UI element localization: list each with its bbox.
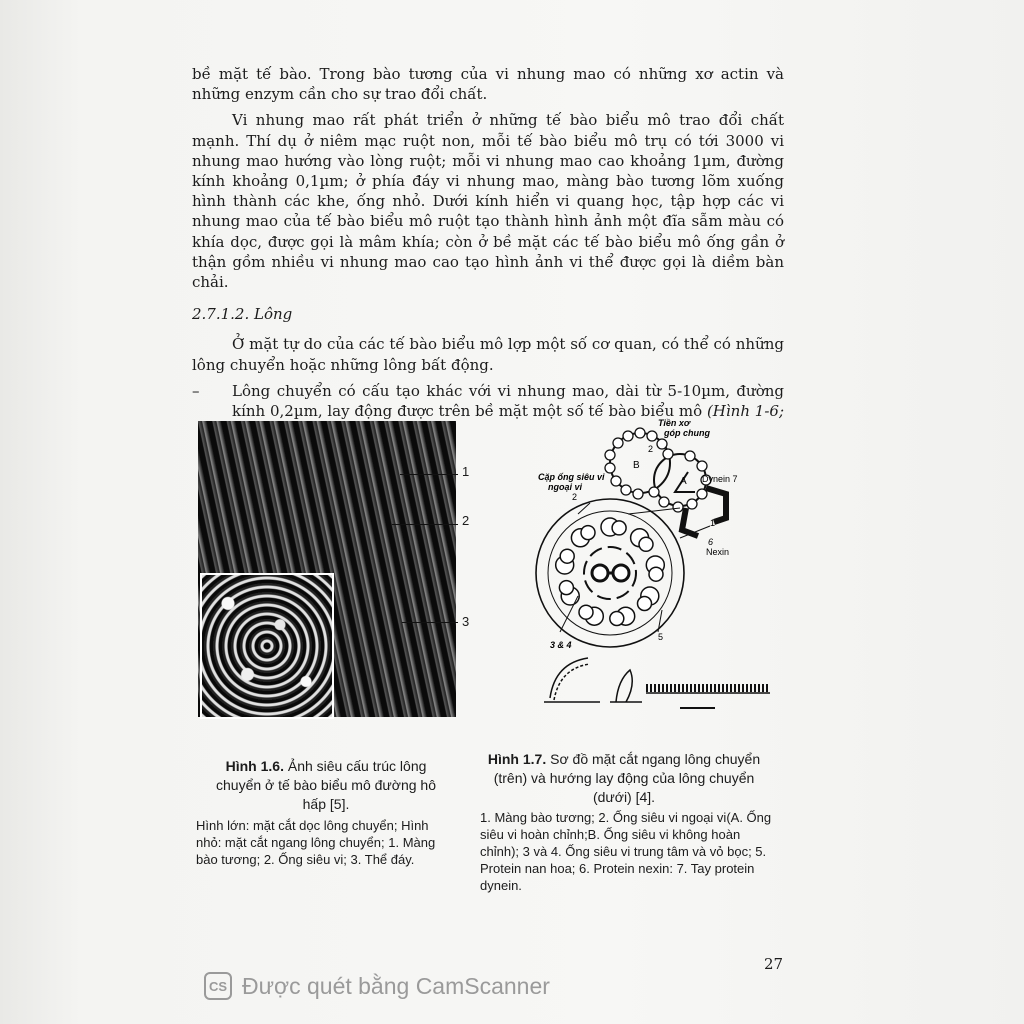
label-tien-xo: Tiền xơ (658, 418, 690, 428)
leader-line-2 (392, 524, 458, 525)
peripheral-doublet-tubule (579, 605, 593, 619)
label-cap-ong: Cặp ống siêu vi (538, 472, 605, 482)
figure16-caption-text: Ảnh siêu cấu trúc lông chuyển ở tế bào biểu mô đường hô hấp [5]. (216, 758, 436, 812)
label-3-and-4: 3 & 4 (550, 640, 572, 650)
figure16-caption-body: Hình lớn: mặt cắt dọc lông chuyển; Hình nhỏ: mặt cắt ngang lông chuyển; 1. Màng bào tương; 2. Ống siêu vi; 3. Thể đáy. (196, 818, 436, 867)
peripheral-doublet-tubule (560, 549, 574, 563)
figure-reference: (Hình 1-6; (706, 402, 785, 421)
label-nexin: Nexin (706, 547, 730, 557)
figure17-caption-title (476, 750, 772, 807)
label-5: 5 (658, 632, 664, 642)
peripheral-doublet-tubule (649, 567, 663, 581)
label-b: B (633, 460, 640, 471)
paragraph-1: bề mặt tế bào. Trong bào tương của vi nhung mao có những xơ actin và những enzym cần cho sự trao đổi chất. (192, 65, 784, 104)
figure16-label-2: 2 (462, 513, 470, 528)
figure16-caption-number: Hình 1.6. (225, 758, 284, 774)
section-heading: 2.7.1.2. Lông (192, 305, 293, 324)
label-dynein: Dynein 7 (702, 474, 738, 484)
micrograph-longitudinal (198, 421, 456, 717)
label-6: 6 (708, 537, 714, 547)
paragraph-2: Vi nhung mao rất phát triển ở những tế bào biểu mô trao đổi chất mạnh. Thí dụ ở niêm mạc ruột non, mỗi tế bào biểu mô trụ có tới 3000 vi nhung mao hướng vào lòng ruột; mỗi vi nhung mao cao khoảng 1µm, đường kính khoảng 0,1µm; ở phía đáy vi nhung mao, màng bào tương lõm xuống hình thành các khe, ống nhỏ. Dưới kính hiển vi quang học, tập hợp các vi nhung mao của tế bào biểu mô ruột tạo thành hình ảnh một đĩa sẫm màu có khía dọc, được gọi là mâm khía; còn ở bề mặt các tế bào biểu mô ống gần ở thận gồm nhiều vi nhung mao cao tạo hình ảnh vi thể được gọi là diềm bàn chải. (192, 111, 784, 292)
figure17-caption-body: 1. Màng bào tương; 2. Ống siêu vi ngoại vi(A. Ống siêu vi hoàn chỉnh;B. Ống siêu vi không hoàn chỉnh); 3 và 4. Ống siêu vi trung tâm và vỏ bọc; 5. Protein nan hoa; 6. Protein nexin: 7. Tay protein dynein. (480, 810, 772, 893)
leader-line-3 (402, 622, 458, 623)
figure17-caption-number: Hình 1.7. (487, 751, 547, 767)
camscanner-logo-icon: CS (204, 972, 232, 1000)
watermark-text: Được quét bằng CamScanner (242, 972, 550, 999)
label-a: A (680, 476, 687, 487)
peripheral-doublet-tubule (638, 597, 652, 611)
page-number: 27 (764, 955, 784, 973)
label-ngoai-vi: ngoại vi (548, 482, 583, 492)
figure16-label-3: 3 (462, 614, 470, 629)
dash-marker: – (192, 381, 200, 400)
label-2-top: 2 (648, 444, 654, 454)
figure-1-6-micrograph (198, 421, 456, 717)
axoneme-cross-section (536, 499, 684, 647)
figure-1-7-diagram (530, 418, 780, 718)
figure16-label-1: 1 (462, 464, 470, 479)
figure16-caption-title (204, 757, 448, 814)
body-text (192, 64, 784, 441)
camscanner-watermark (204, 970, 550, 1002)
label-2-mid: 2 (572, 492, 578, 502)
peripheral-doublet-tubule (559, 581, 573, 595)
label-gop-chung: góp chung (664, 428, 710, 438)
leader-line-1 (400, 474, 458, 475)
beating-direction-sketch (544, 658, 770, 708)
paragraph-3: Ở mặt tự do của các tế bào biểu mô lợp một số cơ quan, có thể có những lông chuyển hoặc những lông bất động. (192, 335, 784, 374)
dash-item-text: Lông chuyển có cấu tạo khác với vi nhung mao, dài từ 5-10µm, đường kính 0,2µm, lay động được trên bề mặt một số tế bào biểu mô (232, 381, 784, 421)
micrograph-inset-cross-section (200, 573, 334, 719)
figure17-caption-text: Sơ đồ mặt cắt ngang lông chuyển (trên) và hướng lay động của lông chuyển (dưới) [4]. (493, 751, 761, 805)
label-1: 1 (710, 518, 716, 528)
peripheral-doublet-tubule (581, 526, 595, 540)
peripheral-doublet-tubule (639, 537, 653, 551)
peripheral-doublet-tubule (612, 521, 626, 535)
peripheral-doublet-tubule (610, 612, 624, 626)
